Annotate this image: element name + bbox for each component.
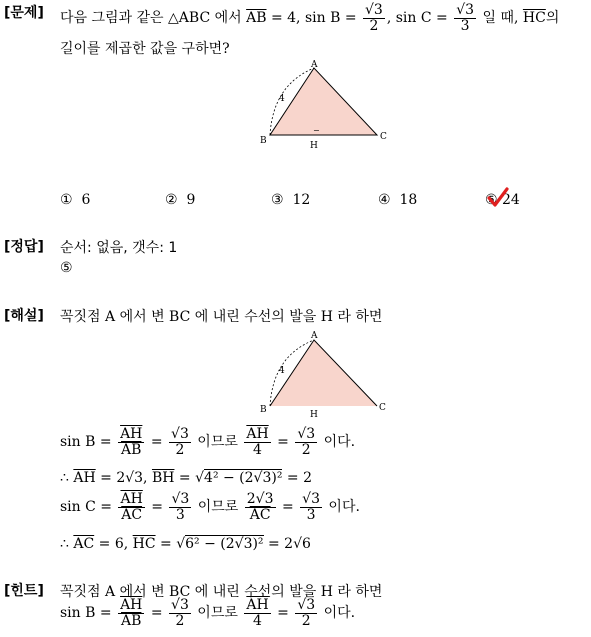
tick-mark: − xyxy=(313,126,320,135)
vertex-label-c: C xyxy=(380,132,387,142)
foot-label-h: H xyxy=(310,141,318,151)
solution-eq1: sin B = $\frac{\overline{AH}}{AB}$ = $\frac{√3}{2}$ 이므로 $\frac{\overline{AH}}{4}$ = $\frac{√3}{2}$ 이다. xyxy=(60,426,356,458)
solution-eq4: ∴ $\overline{AC} = 6$, $\overline{HC} = √6^2 - (2√3)^2 = 2√6$ xyxy=(60,536,311,552)
option-2[interactable]: ② 9 xyxy=(165,192,196,208)
problem-tag: [문제] xyxy=(4,5,44,21)
problem-statement-line1: 다음 그림과 같은 △ABC 에서 $\overline{AB} = 4$, sin B = $\frac{√3}{2}$ , sin C = $\frac{√3}{3}$ 일 때, $\overline{HC}$의 xyxy=(60,2,560,34)
solution-triangle-figure xyxy=(255,328,395,423)
option-4[interactable]: ④ 18 xyxy=(378,192,418,208)
vertex-label-c: C xyxy=(379,403,386,413)
ab-value: = 4, sin B = xyxy=(266,10,362,27)
option-1[interactable]: ① 6 xyxy=(60,192,91,208)
statement-suffix: 일 때, xyxy=(478,10,523,27)
answer-tag: [정답] xyxy=(4,239,44,255)
solution-eq3: sin C = $\frac{\overline{AH}}{AC}$ = $\frac{√3}{3}$ 이므로 $\frac{2√3}{AC}$ = $\frac{√3}{3}$ 이다. xyxy=(60,491,360,523)
problem-statement-line2: 길이를 제곱한 값을 구하면? xyxy=(60,41,230,57)
fraction-sinb: $\frac{√3}{2}$ xyxy=(365,2,383,34)
vertex-label-b: B xyxy=(260,405,267,415)
segment-hc: $\overline{HC}$ xyxy=(522,10,546,27)
triangle-shape xyxy=(270,68,377,135)
side-label-4: 4 xyxy=(279,94,285,104)
check-mark-icon xyxy=(487,188,509,208)
hint-eq: sin B = $\frac{\overline{AH}}{AB}$ = $\frac{√3}{2}$ 이므로 $\frac{\overline{AH}}{4}$ = $\frac{√3}{2}$ 이다. xyxy=(60,597,356,629)
solution-eq2: ∴ $\overline{AH} = 2√3$, $\overline{BH} = √4^2 - (2√3)^2 = 2$ xyxy=(60,470,312,486)
option-5[interactable]: ⑤ 24 xyxy=(485,192,520,208)
foot-label-h: H xyxy=(310,410,318,420)
sinc-text: , sin C = xyxy=(386,10,453,27)
statement-prefix: 다음 그림과 같은 △ABC 에서 xyxy=(60,10,247,27)
answer-choice: ⑤ xyxy=(60,260,73,276)
hint-line1: 꼭짓점 A 에서 변 BC 에 내린 수선의 발을 H 라 하면 xyxy=(60,584,383,600)
answer-order-count: 순서: 없음, 갯수: 1 xyxy=(60,240,178,256)
fraction-sinc: $\frac{√3}{3}$ xyxy=(456,2,475,34)
vertex-label-a: A xyxy=(311,60,318,70)
solution-line1: 꼭짓점 A 에서 변 BC 에 내린 수선의 발을 H 라 하면 xyxy=(60,309,383,325)
problem-triangle-figure xyxy=(255,60,395,150)
vertex-label-a: A xyxy=(311,331,318,341)
option-3[interactable]: ③ 12 xyxy=(271,192,311,208)
side-label-4: 4 xyxy=(279,366,285,376)
solution-tag: [해설] xyxy=(4,308,44,324)
segment-ab: $\overline{AB}$ xyxy=(246,10,267,27)
vertex-label-b: B xyxy=(260,136,267,146)
hint-tag: [힌트] xyxy=(4,583,44,599)
